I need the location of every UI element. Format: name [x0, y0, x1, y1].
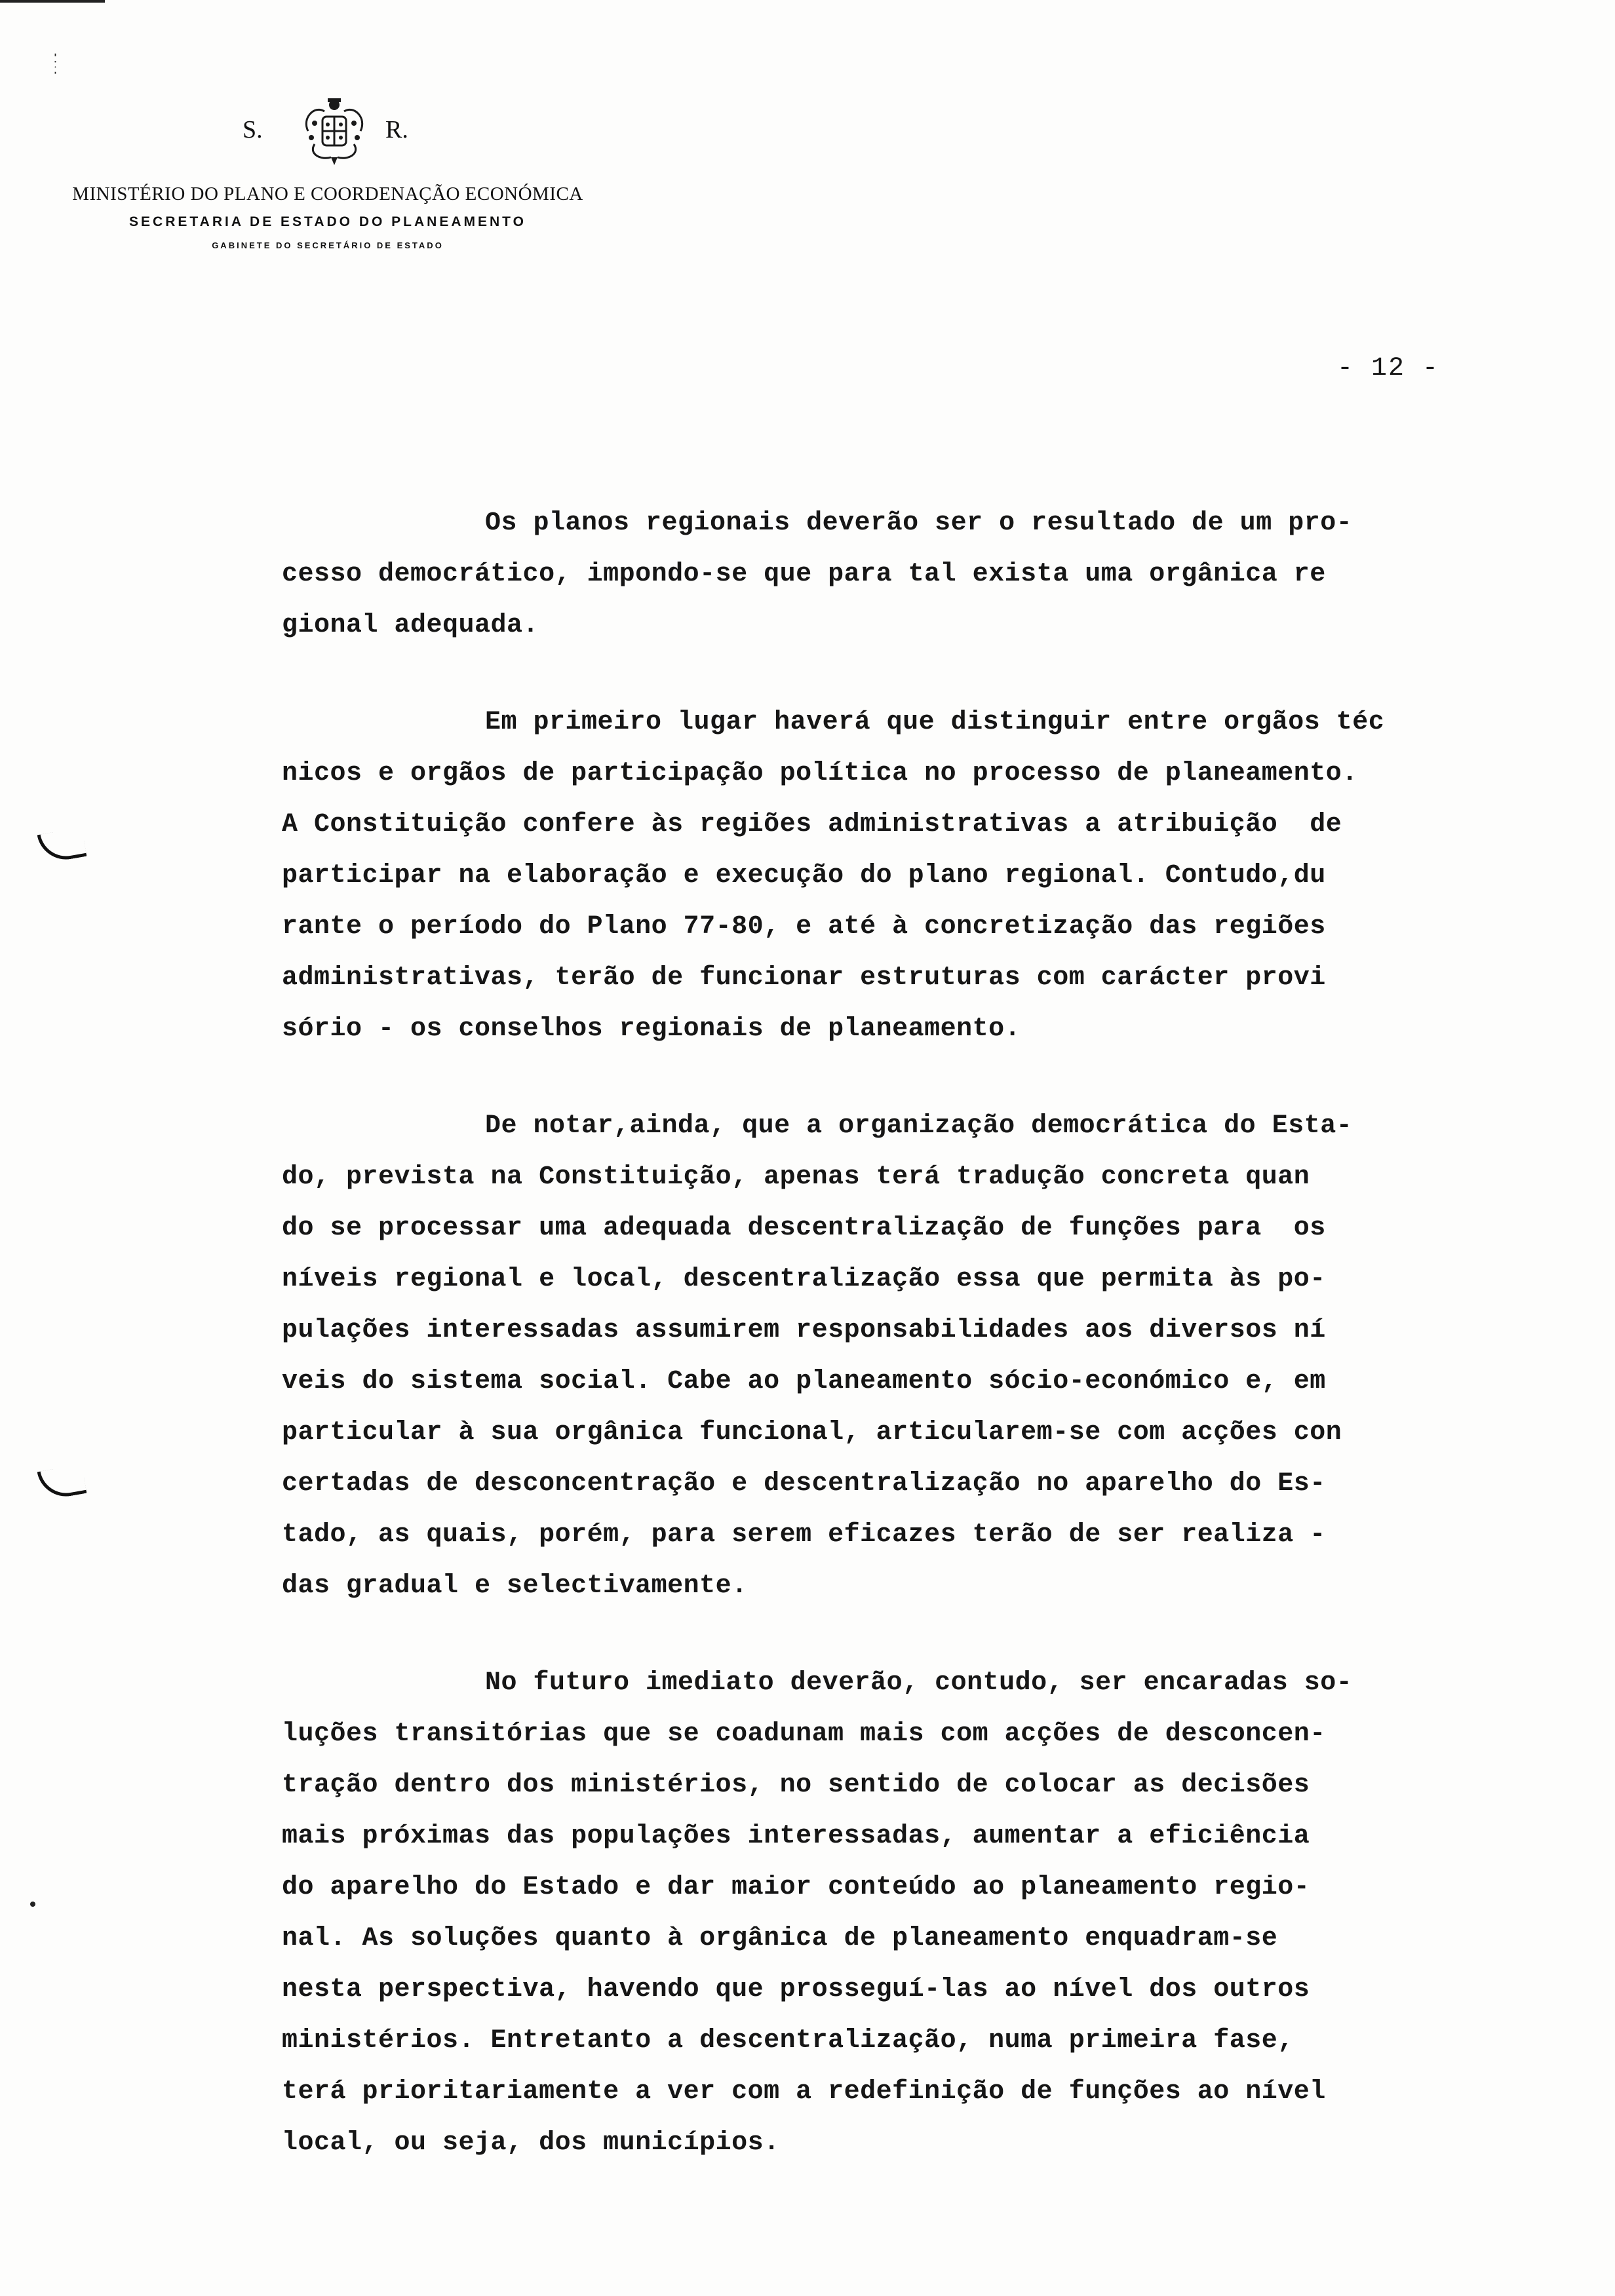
text-line: A Constituição confere às regiões administrativas a atribuição de [282, 810, 1342, 839]
text-line: do aparelho do Estado e dar maior conteúdo ao planeamento regio- [282, 1873, 1310, 1902]
margin-dot [30, 1902, 35, 1907]
text-line: veis do sistema social. Cabe ao planeamento sócio-económico e, em [282, 1367, 1326, 1396]
text-line: nesta perspectiva, havendo que prosseguí-las ao nível dos outros [282, 1975, 1310, 2004]
text-line: mais próximas das populações interessadas, aumentar a eficiência [282, 1822, 1310, 1851]
text-line: local, ou seja, dos municípios. [282, 2128, 780, 2158]
seal-left-letter: S. [243, 116, 263, 144]
seal-right-letter: R. [385, 116, 408, 144]
text-line: luções transitórias que se coadunam mais com acções de desconcen- [282, 1719, 1326, 1749]
text-line: rante o período do Plano 77-80, e até à concretização das regiões [282, 912, 1326, 942]
text-line: tado, as quais, porém, para serem eficazes terão de ser realiza - [282, 1520, 1326, 1550]
body-text [282, 498, 1481, 2215]
text-line: ministérios. Entretanto a descentralização, numa primeira fase, [282, 2026, 1294, 2056]
page-number: - 12 - [1337, 354, 1440, 383]
text-line: Os planos regionais deverão ser o resultado de um pro- [485, 508, 1353, 538]
text-line: das gradual e selectivamente. [282, 1571, 748, 1601]
text-line: níveis regional e local, descentralização essa que permita às po- [282, 1265, 1326, 1294]
text-line: certadas de desconcentração e descentralização no aparelho do Es- [282, 1469, 1326, 1499]
text-line: particular à sua orgânica funcional, articularem-se com acções con [282, 1418, 1342, 1447]
text-line: Em primeiro lugar haverá que distinguir entre orgãos téc [485, 708, 1385, 737]
text-line: participar na elaboração e execução do plano regional. Contudo,du [282, 861, 1326, 890]
margin-tick-marks [36, 52, 88, 79]
margin-bracket-mark [37, 827, 87, 864]
text-line: gional adequada. [282, 611, 539, 640]
text-line: nal. As soluções quanto à orgânica de planeamento enquadram-se [282, 1924, 1278, 1953]
paragraph [282, 1658, 1481, 2169]
paragraph [282, 697, 1481, 1055]
text-line: tração dentro dos ministérios, no sentido de colocar as decisões [282, 1770, 1310, 1800]
text-line: administrativas, terão de funcionar estruturas com carácter provi [282, 963, 1326, 993]
secretariat-name: SECRETARIA DE ESTADO DO PLANEAMENTO [129, 214, 526, 229]
coat-of-arms-seal-icon [295, 92, 374, 170]
text-line: nicos e orgãos de participação política no processo de planeamento. [282, 759, 1358, 788]
ministry-name: MINISTÉRIO DO PLANO E COORDENAÇÃO ECONÓMICA [72, 183, 583, 204]
margin-bracket-mark [37, 1464, 87, 1501]
text-line: No futuro imediato deverão, contudo, ser encaradas so- [485, 1668, 1353, 1698]
cabinet-name: GABINETE DO SECRETÁRIO DE ESTADO [212, 240, 444, 250]
paragraph [282, 498, 1481, 651]
top-edge-rule [0, 0, 105, 3]
text-line: cesso democrático, impondo-se que para tal exista uma orgânica re [282, 560, 1326, 589]
letterhead [26, 92, 629, 250]
text-line: pulações interessadas assumirem responsabilidades aos diversos ní [282, 1316, 1326, 1345]
text-line: do se processar uma adequada descentralização de funções para os [282, 1214, 1326, 1243]
text-line: terá prioritariamente a ver com a redefinição de funções ao nível [282, 2077, 1326, 2107]
text-line: sório - os conselhos regionais de planeamento. [282, 1014, 1021, 1044]
text-line: do, prevista na Constituição, apenas terá tradução concreta quan [282, 1162, 1310, 1192]
text-line: De notar,ainda, que a organização democrática do Esta- [485, 1111, 1353, 1141]
seal-row [26, 92, 629, 177]
paragraph [282, 1101, 1481, 1612]
